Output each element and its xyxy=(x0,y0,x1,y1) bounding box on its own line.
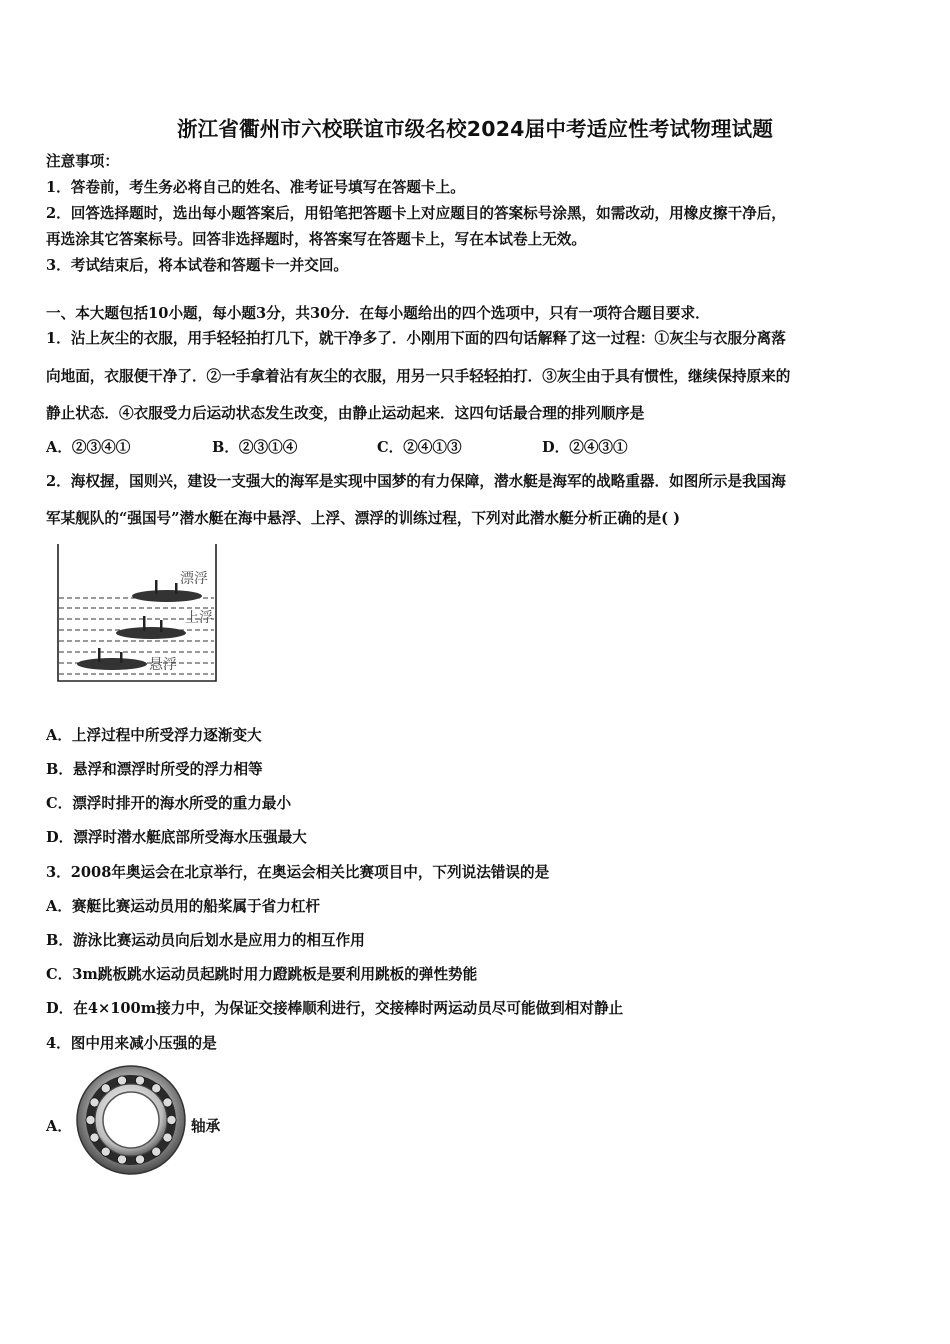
q1-option-a: A．②③④① xyxy=(46,439,131,456)
label-floating: 漂浮 xyxy=(180,571,208,587)
q3-option-b: B．游泳比赛运动员向后划水是应用力的相互作用 xyxy=(46,932,365,949)
q3-option-c: C．3m跳板跳水运动员起跳时用力蹬跳板是要利用跳板的弹性势能 xyxy=(46,966,478,983)
q3-option-d: D．在4×100m接力中，为保证交接棒顺利进行，交接棒时两运动员尽可能做到相对静止 xyxy=(46,1000,624,1017)
bearing-image xyxy=(75,1064,187,1176)
bearing-ball xyxy=(86,1115,95,1124)
page-title: 浙江省衢州市六校联谊市级名校2024届中考适应性考试物理试题 xyxy=(176,117,774,141)
notice-line-4: 3．考试结束后，将本试卷和答题卡一并交回。 xyxy=(46,257,349,274)
q1-line-3: 静止状态．④衣服受力后运动状态发生改变，由静止运动起来．这四句话最合理的排列顺序是 xyxy=(46,405,645,422)
q2-option-d: D．漂浮时潜水艇底部所受海水压强最大 xyxy=(46,829,307,846)
label-rising: 上浮 xyxy=(185,610,213,626)
q1-option-b: B．②③①④ xyxy=(212,439,298,456)
label-suspended: 悬浮 xyxy=(149,657,177,673)
submarine-figure xyxy=(52,540,222,686)
bearing-ball xyxy=(135,1155,144,1164)
q1-option-c: C．②④①③ xyxy=(377,439,462,456)
q4-option-a-caption: 轴承 xyxy=(191,1118,221,1135)
q1-line-1: 1．沾上灰尘的衣服，用手轻轻拍打几下，就干净多了．小刚用下面的四句话解释了这一过程：①灰尘与衣服分离落 xyxy=(46,330,786,347)
q4-stem: 4．图中用来减小压强的是 xyxy=(46,1035,217,1052)
notice-heading: 注意事项： xyxy=(46,153,119,170)
bearing-ball xyxy=(135,1076,144,1085)
q4-option-a-label: A． xyxy=(46,1118,72,1135)
notice-line-3: 再选涂其它答案标号。回答非选择题时，将答案写在答题卡上，写在本试卷上无效。 xyxy=(46,231,586,248)
notice-line-2: 2．回答选择题时，选出每小题答案后，用铅笔把答题卡上对应题目的答案标号涂黑，如需改动，用橡皮擦干净后， xyxy=(46,205,786,222)
bearing-ball xyxy=(117,1076,126,1085)
q2-option-b: B．悬浮和漂浮时所受的浮力相等 xyxy=(46,761,263,778)
submarine-suspended xyxy=(77,648,147,670)
notice-line-1: 1．答卷前，考生务必将自己的姓名、准考证号填写在答题卡上。 xyxy=(46,179,465,196)
q1-option-d: D．②④③① xyxy=(542,439,628,456)
q2-line-1: 2．海权握，国则兴，建设一支强大的海军是实现中国梦的有力保障，潜水艇是海军的战略重器．如图所示是我国海 xyxy=(46,473,786,490)
q3-option-a: A．赛艇比赛运动员用的船桨属于省力杠杆 xyxy=(46,898,321,915)
q2-line-2: 军某舰队的“强国号”潜水艇在海中悬浮、上浮、漂浮的训练过程，下列对此潜水艇分析正确的是( ) xyxy=(46,510,681,527)
q2-option-c: C．漂浮时排开的海水所受的重力最小 xyxy=(46,795,292,812)
bearing-ball xyxy=(117,1155,126,1164)
q2-option-a: A．上浮过程中所受浮力逐渐变大 xyxy=(46,727,262,744)
section-heading: 一、本大题包括10小题，每小题3分，共30分．在每小题给出的四个选项中，只有一项符合题目要求． xyxy=(46,305,710,322)
bearing-ball xyxy=(167,1115,176,1124)
bearing-bore xyxy=(103,1092,159,1148)
q1-line-2: 向地面，衣服便干净了．②一手拿着沾有灰尘的衣服，用另一只手轻轻拍打．③灰尘由于具有惯性，继续保持原来的 xyxy=(46,368,791,385)
q3-stem: 3．2008年奥运会在北京举行，在奥运会相关比赛项目中，下列说法错误的是 xyxy=(46,864,550,881)
